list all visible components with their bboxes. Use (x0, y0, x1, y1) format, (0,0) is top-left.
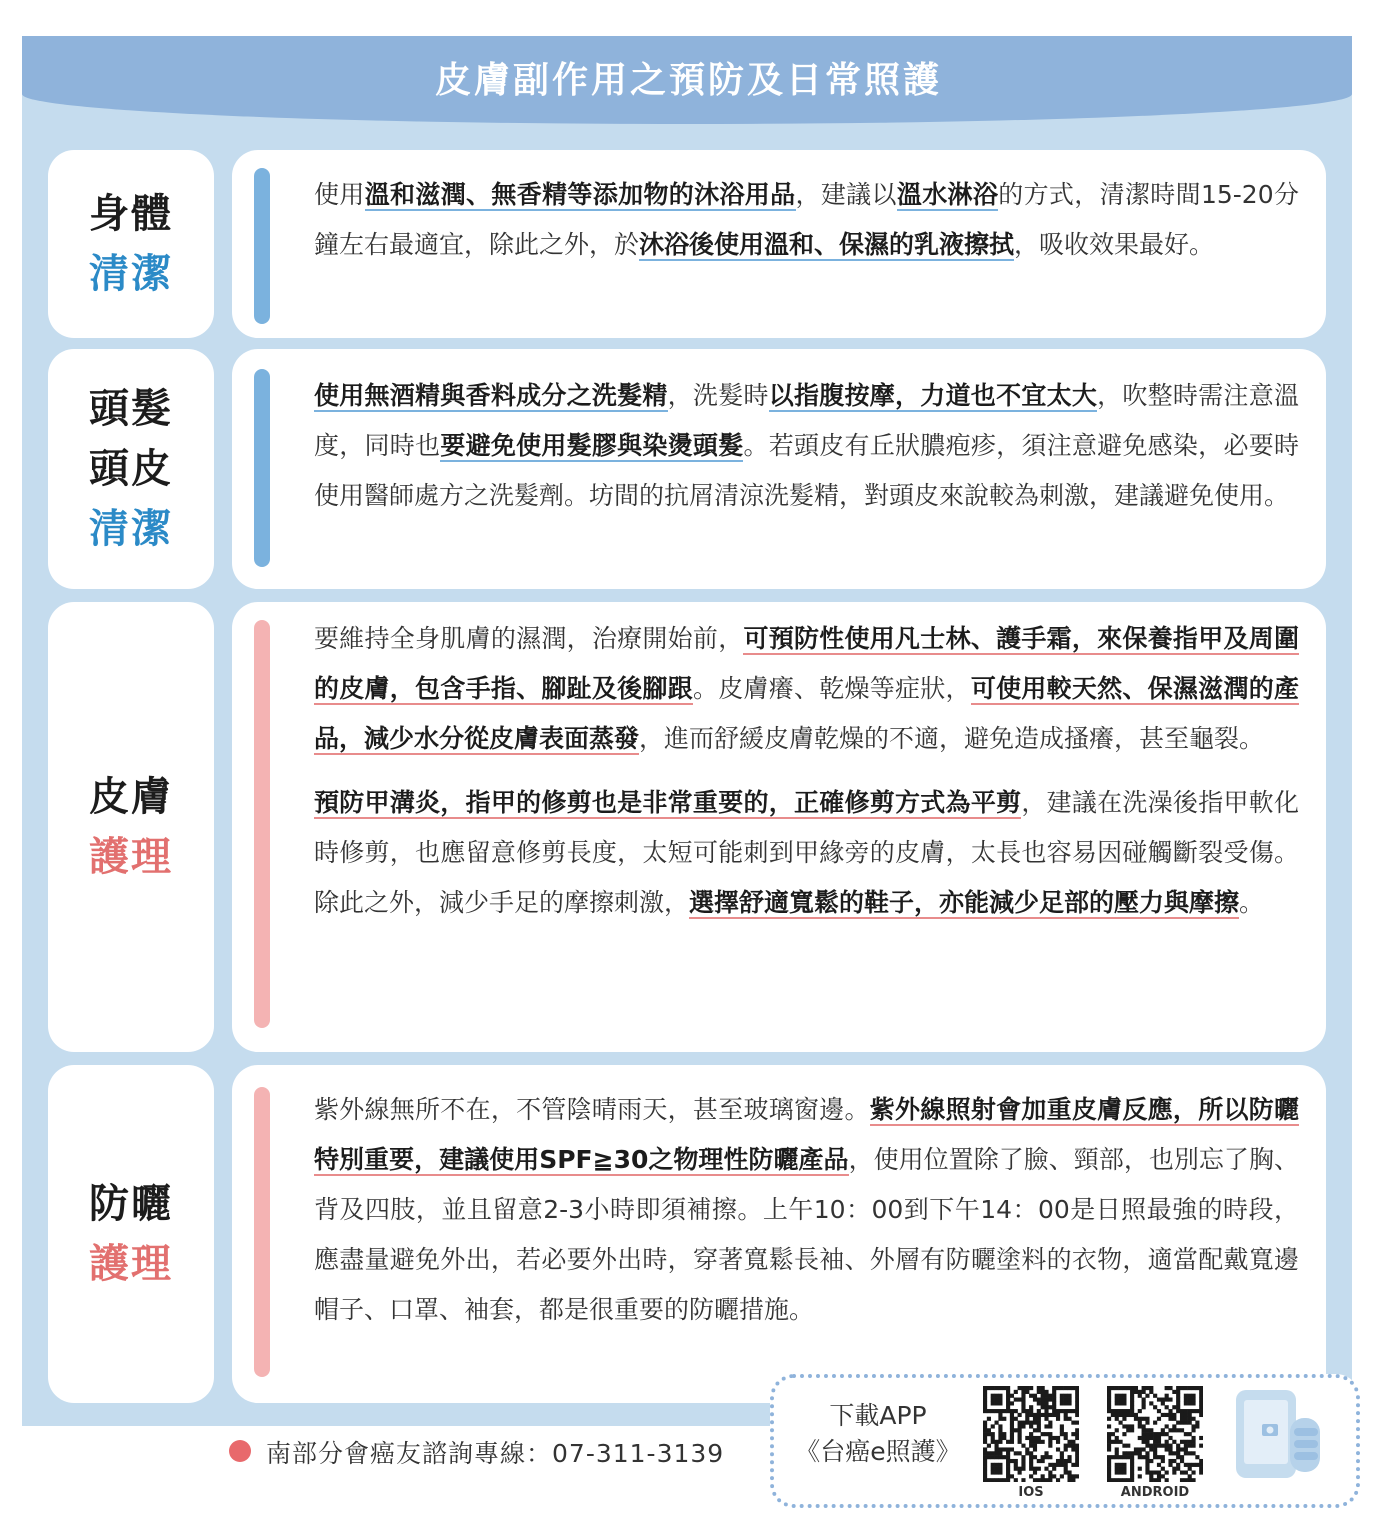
body-text: 的方式，清潔時間15-20分鐘左右最適宜，除此之外，於 (314, 180, 1299, 259)
app-download-text (788, 1398, 968, 1470)
ios-label: IOS (1018, 1485, 1044, 1500)
body-text: ，吹整時需注意溫度，同時也 (314, 381, 1299, 460)
highlighted-text: 可使用較天然、保濕滋潤的產品，減少水分從皮膚表面蒸發 (314, 674, 1299, 753)
highlighted-text: 使用無酒精與香料成分之洗髮精 (314, 381, 668, 410)
highlighted-text: 沐浴後使用溫和、保濕的乳液擦拭 (639, 230, 1015, 259)
section-content-hair-scalp (232, 349, 1326, 589)
highlighted-text: 可預防性使用凡士林、護手霜，來保養指甲及周圍的皮膚，包含手指、腳趾及後腳跟 (314, 624, 1299, 703)
highlighted-text: 選擇舒適寬鬆的鞋子，亦能減少足部的壓力與摩擦 (689, 888, 1240, 917)
body-text: ，洗髮時 (667, 381, 769, 410)
accent-bar (254, 620, 270, 1028)
body-text: 使用 (314, 180, 365, 209)
download-line: 下載APP (829, 1401, 927, 1430)
paragraph (314, 1085, 1299, 1335)
label-line: 護理 (89, 1241, 173, 1287)
section-text (314, 1085, 1299, 1335)
label-line: 頭皮 (89, 446, 173, 492)
highlighted-text: 溫水淋浴 (896, 180, 999, 209)
section-label-sun-protection (48, 1065, 214, 1403)
accent-bar (254, 1087, 270, 1377)
label-line: 清潔 (89, 506, 173, 552)
section-label-body-cleaning (48, 150, 214, 338)
qr-code-icon[interactable] (983, 1386, 1079, 1482)
section-content-body-cleaning (232, 150, 1326, 338)
page-title: 皮膚副作用之預防及日常照護 (434, 60, 942, 101)
section-content-skin-care (232, 602, 1326, 1052)
section-label-skin-care (48, 602, 214, 1052)
label-line: 清潔 (89, 251, 173, 297)
section-content-sun-protection (232, 1065, 1326, 1403)
highlighted-text: 紫外線照射會加重皮膚反應，所以防曬特別重要，建議使用SPF≧30之物理性防曬產品 (314, 1095, 1299, 1174)
highlighted-text: 溫和滋潤、無香精等添加物的沐浴用品 (364, 180, 796, 209)
body-text: ，吸收效果最好。 (1014, 230, 1215, 259)
qr-pattern (1107, 1386, 1203, 1482)
body-text: 要維持全身肌膚的濕潤，治療開始前， (314, 624, 744, 653)
download-line: 《台癌e照護》 (795, 1437, 961, 1466)
section-text (314, 371, 1299, 521)
highlighted-text: 以指腹按摩，力道也不宜太大 (768, 381, 1098, 410)
label-line: 護理 (89, 834, 173, 880)
accent-bar (254, 168, 270, 324)
hotline-text: 南部分會癌友諮詢專線：07-311-3139 (266, 1439, 725, 1468)
paragraph (314, 778, 1299, 928)
phone-icon (1228, 1388, 1328, 1480)
paragraph (314, 170, 1299, 270)
qr-pattern (983, 1386, 1079, 1482)
label-line: 身體 (89, 191, 173, 237)
section-text (314, 614, 1299, 928)
highlighted-text: 預防甲溝炎，指甲的修剪也是非常重要的，正確修剪方式為平剪 (314, 788, 1022, 817)
body-text: 。若頭皮有丘狀膿疱疹，須注意避免感染，必要時使用醫師處方之洗髮劑。坊間的抗屑清涼洗髮精，對頭皮來說較為刺激，建議避免使用。 (314, 431, 1299, 510)
qr-code-icon[interactable] (1107, 1386, 1203, 1482)
paragraph (314, 614, 1299, 764)
bullet-dot (229, 1440, 251, 1462)
body-text: 紫外線無所不在，不管陰晴雨天，甚至玻璃窗邊。 (314, 1095, 870, 1124)
section-text (314, 170, 1299, 270)
accent-bar (254, 369, 270, 567)
body-text: ，使用位置除了臉、頸部，也別忘了胸、背及四肢，並且留意2-3小時即須補擦。上午10：00到下午14：00是日照最強的時段，應盡量避免外出，若必要外出時，穿著寬鬆長袖、外層有防曬塗料的衣物，適當配戴寬邊帽子、口罩、袖套，都是很重要的防曬措施。 (314, 1145, 1299, 1324)
section-label-hair-scalp (48, 349, 214, 589)
android-label: ANDROID (1120, 1485, 1190, 1500)
label-line: 頭髮 (89, 386, 173, 432)
body-text: 。 (1239, 888, 1265, 917)
label-line: 皮膚 (89, 774, 173, 820)
body-text: 。皮膚癢、乾燥等症狀， (692, 674, 971, 703)
body-text: ，進而舒緩皮膚乾燥的不適，避免造成搔癢，甚至龜裂。 (639, 724, 1265, 753)
highlighted-text: 要避免使用髮膠與染燙頭髮 (440, 431, 744, 460)
body-text: ，建議以 (795, 180, 897, 209)
body-text: ，建議在洗澡後指甲軟化時修剪，也應留意修剪長度，太短可能刺到甲緣旁的皮膚，太長也容易因碰觸斷裂受傷。除此之外，減少手足的摩擦刺激， (314, 788, 1299, 917)
label-line: 防曬 (89, 1181, 173, 1227)
paragraph (314, 371, 1299, 521)
